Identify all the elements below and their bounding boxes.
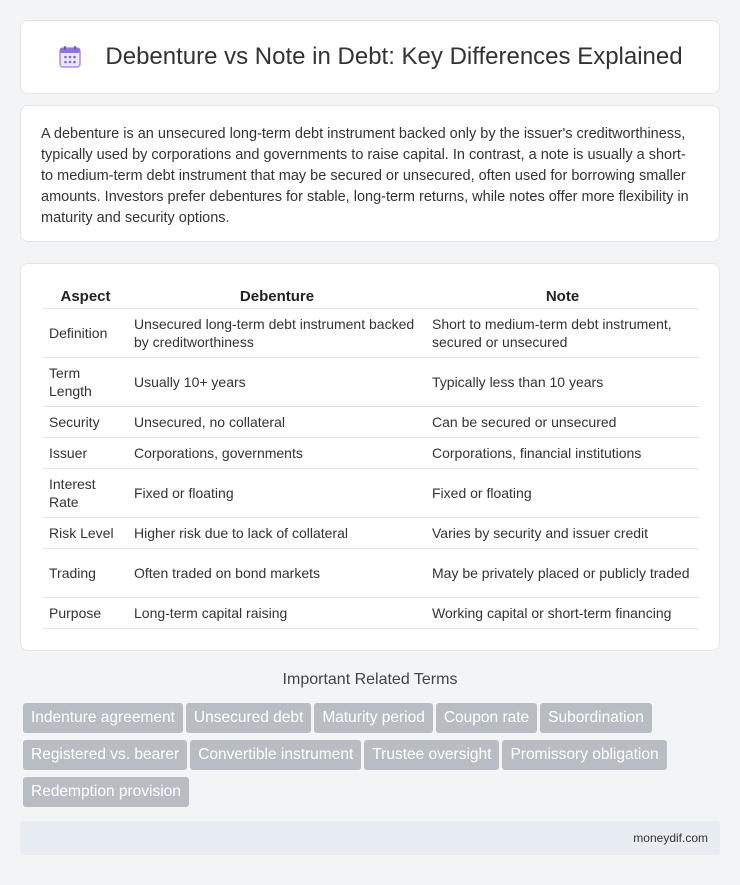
page-title-text: Debenture vs Note in Debt: Key Differences Explained	[105, 43, 683, 70]
cell-aspect: Purpose	[43, 597, 128, 628]
related-terms-title: Important Related Terms	[282, 671, 458, 688]
intro-card	[20, 105, 720, 242]
cell-note: Short to medium-term debt instrument, secured or unsecured	[426, 308, 699, 357]
cell-debenture: Unsecured long-term debt instrument backed by creditworthiness	[128, 308, 426, 357]
table-row	[43, 597, 699, 628]
cell-debenture: Often traded on bond markets	[128, 548, 426, 597]
cell-note: May be privately placed or publicly traded	[426, 548, 699, 597]
cell-aspect: Issuer	[43, 437, 128, 468]
page-title	[57, 43, 682, 71]
related-tags	[23, 703, 723, 814]
tag-registered-vs-bearer[interactable]: Registered vs. bearer	[23, 740, 187, 770]
cell-note: Varies by security and issuer credit	[426, 517, 699, 548]
calendar-icon	[57, 44, 83, 70]
header-debenture: Debenture	[128, 284, 426, 308]
cell-aspect: Interest Rate	[43, 468, 128, 517]
table-row	[43, 548, 699, 597]
table-row	[43, 406, 699, 437]
tag-coupon-rate[interactable]: Coupon rate	[436, 703, 537, 733]
footer-site[interactable]: moneydif.com	[633, 831, 708, 845]
cell-note: Can be secured or unsecured	[426, 406, 699, 437]
table-row	[43, 308, 699, 357]
table-row	[43, 357, 699, 406]
cell-note: Fixed or floating	[426, 468, 699, 517]
tag-maturity-period[interactable]: Maturity period	[314, 703, 433, 733]
cell-note: Typically less than 10 years	[426, 357, 699, 406]
cell-aspect: Definition	[43, 308, 128, 357]
tag-subordination[interactable]: Subordination	[540, 703, 652, 733]
tag-redemption-provision[interactable]: Redemption provision	[23, 777, 189, 807]
tag-indenture-agreement[interactable]: Indenture agreement	[23, 703, 183, 733]
header-note: Note	[426, 284, 699, 308]
table-header-row	[43, 284, 699, 308]
header-aspect: Aspect	[43, 284, 128, 308]
cell-debenture: Higher risk due to lack of collateral	[128, 517, 426, 548]
cell-note: Corporations, financial institutions	[426, 437, 699, 468]
title-card	[20, 20, 720, 94]
footer	[20, 821, 720, 855]
comparison-table	[43, 284, 699, 629]
tag-promissory-obligation[interactable]: Promissory obligation	[502, 740, 666, 770]
cell-note: Working capital or short-term financing	[426, 597, 699, 628]
intro-paragraph: A debenture is an unsecured long-term debt instrument backed only by the issuer's creditworthiness, typically used by corporations and governments to raise capital. In contrast, a note is usually a short- to medium-term debt instrument that may be secured or unsecured, often used for borrowing smaller amounts. Investors prefer debentures for stable, long-term returns, while notes offer more flexibility in maturity and security options.	[41, 126, 689, 226]
cell-aspect: Security	[43, 406, 128, 437]
table-row	[43, 468, 699, 517]
tag-convertible-instrument[interactable]: Convertible instrument	[190, 740, 361, 770]
cell-debenture: Usually 10+ years	[128, 357, 426, 406]
cell-debenture: Corporations, governments	[128, 437, 426, 468]
cell-debenture: Fixed or floating	[128, 468, 426, 517]
cell-debenture: Unsecured, no collateral	[128, 406, 426, 437]
tag-unsecured-debt[interactable]: Unsecured debt	[186, 703, 311, 733]
comparison-card	[20, 263, 720, 651]
table-row	[43, 517, 699, 548]
tag-trustee-oversight[interactable]: Trustee oversight	[364, 740, 499, 770]
cell-aspect: Trading	[43, 548, 128, 597]
cell-aspect: Term Length	[43, 357, 128, 406]
table-row	[43, 437, 699, 468]
cell-debenture: Long-term capital raising	[128, 597, 426, 628]
cell-aspect: Risk Level	[43, 517, 128, 548]
